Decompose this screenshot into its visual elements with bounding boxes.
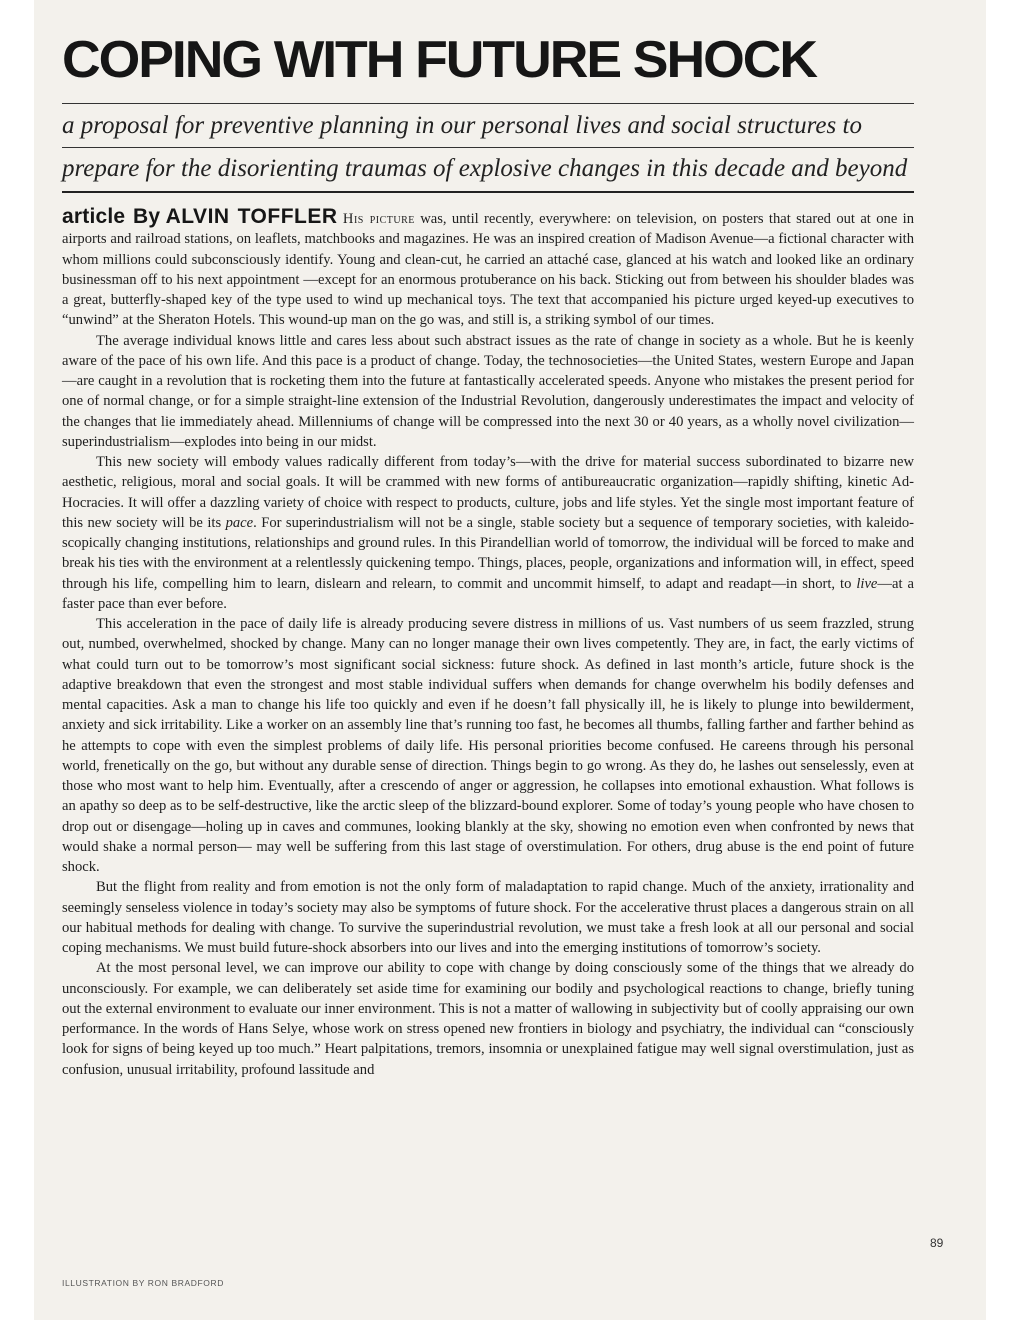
subtitle-line-1: a proposal for preventive planning in our personal lives and social structures to xyxy=(62,112,862,139)
article-title: COPING WITH FUTURE SHOCK xyxy=(62,31,816,89)
emphasis-pace: pace xyxy=(225,514,254,531)
subtitle-line-2: prepare for the disorienting traumas of explosive changes in this decade and beyond xyxy=(62,155,908,182)
illustration-credit: ILLUSTRATION BY RON BRADFORD xyxy=(62,1278,224,1288)
paragraph-text: This new society will embody values radically different from today’s—with the drive for material success subordinated to bizarre new aesthetic, religious, moral and social goals. It will be crammed with new forms of antibureaucratic organization—rapidly shifting, kinetic Ad-Hocracies. It will offer a dazzling variety of choice with respect to products, culture, jobs and life styles. Yet the single most important feature of this new society will be its xyxy=(62,454,914,531)
paragraph-3 xyxy=(62,452,914,614)
paragraph-text: was, until recently, everywhere: on television, on posters that stared out at one in airports and railroad stations, on leaflets, matchbooks and magazines. He was an inspired creation of Madison Avenue—a fictional character with whom millions could subconsciously identify. Young and clean-cut, he carried an attaché case, glanced at his watch and looked like an ordinary businessman off to his next appointment —except for an enormous protuberance on his back. Sticking out from between his shoulder blades was a great, butterfly-shaped key of the type used to wind up mechanical toys. The text that accompanied his picture urged keyed-up executives to “unwind” at the Sheraton Hotels. This wound-up man on the go was, and still is, a striking symbol of our times. xyxy=(62,211,914,329)
paragraph-5: But the flight from reality and from emotion is not the only form of maladaptation to rapid change. Much of the anxiety, irrationality and seemingly senseless violence in today’s society may also be symptoms of future shock. For the accelerative thrust places a dangerous strain on all our habitual methods for dealing with change. To survive the superindustrial revolution, we must take a fresh look at all our personal and social coping mechanisms. We must build future-shock absorbers into our lives and into the emerging institutions of tomorrow’s society. xyxy=(62,879,914,956)
paragraph-6: At the most personal level, we can improve our ability to cope with change by doing consciously some of the things that we already do unconsciously. For example, we can deliberately set aside time for examining our bodily and psychological reactions to change, briefly tuning out the external environment to evaluate our inner environment. This is not a matter of wallowing in subjectivity but of coolly appraising our own performance. In the words of Hans Selye, whose work on stress opened new frontiers in biology and psychiatry, the individual can “consciously look for signs of being keyed up too much.” Heart palpitations, tremors, insomnia or unexplained fatigue may well signal overstimulation, just as confusion, unusual irritability, profound lassitude and xyxy=(62,960,914,1078)
subtitle-top-rule xyxy=(62,103,914,104)
paragraph-4: This acceleration in the pace of daily life is already producing severe distress in millions of us. Vast numbers of us seem frazzled, strung out, numbed, overwhelmed, shocked by change. Many can no longer manage their own lives competently. They are, in fact, the early victims of what could turn out to be tomorrow’s most significant social sickness: future shock. As defined in last month’s article, future shock is the adaptive breakdown that even the strongest and most stable individual suffers when demands for change overwhelm his bodily defenses and mental capacities. Ask a man to change his life too quickly and even if he doesn’t fall physically ill, he is likely to plunge into bewilderment, anxiety and sick irritability. Like a worker on an assembly line that’s running too fast, he becomes all thumbs, falling farther and farther behind as he attempts to cope with even the simplest problems of daily life. His personal priorities become confused. He careens through his personal world, frenetically on the go, but without any durable sense of direction. Things begin to go wrong. As they do, he lashes out senselessly, even at those who most want to help him. Eventually, after a crescendo of anger or aggression, he collapses into emotional exhaustion. What follows is an apathy so deep as to be self-destructive, like the arctic sleep of the blizzard-bound explorer. Some of today’s young people who have chosen to drop out or disengage—holing up in caves and communes, looking blankly at the sky, showing no emotion even when confronted by news that would shake a normal person— may well be suffering from this last stage of overstimulation. For others, drug abuse is the end point of future shock. xyxy=(62,616,914,875)
emphasis-live: live xyxy=(856,575,878,592)
byline-author: ALVIN TOFFLER xyxy=(165,205,338,228)
paragraph-text: . For superindustrialism will not be a single, stable society but a sequence of temporary societies, with kaleidoscopically changing institutions, relationships and ground rules. In this Pirandellian world of tomorrow, the individual will be forced to make and break his ties with the environment at a relentlessly quickening tempo. Things, places, people, organizations and information will, in effect, speed through his life, compelling him to learn, dislearn and relearn, to commit and uncommit himself, to adapt and readapt—in short, to xyxy=(62,514,914,592)
lead-in: His picture xyxy=(342,211,415,227)
paragraph-1 xyxy=(62,207,914,331)
subtitle-middle-rule xyxy=(62,147,914,148)
subtitle-bottom-rule xyxy=(62,191,914,193)
byline-label: article By xyxy=(62,205,161,228)
article-body xyxy=(62,207,914,1080)
paragraph-text: —at a faster pace than ever before. xyxy=(62,575,914,612)
page-number: 89 xyxy=(930,1236,944,1250)
paragraph-2: The average individual knows little and cares less about such abstract issues as the rate of change in society as a whole. But he is keenly aware of the pace of his own life. And this pace is a product of change. Today, the technosocieties—the United States, western Europe and Japan—are caught in a revolution that is rocketing them into the future at fantastically accelerated speeds. Anyone who mistakes the present period for one of normal change, or for a simple straight-line extension of the Industrial Revolution, dangerously underestimates the impact and velocity of the changes that lie immediately ahead. Millenniums of change will be compressed into the next 30 or 40 years, as a wholly novel civilization—superindustrialism—explodes into being in our midst. xyxy=(62,332,914,450)
